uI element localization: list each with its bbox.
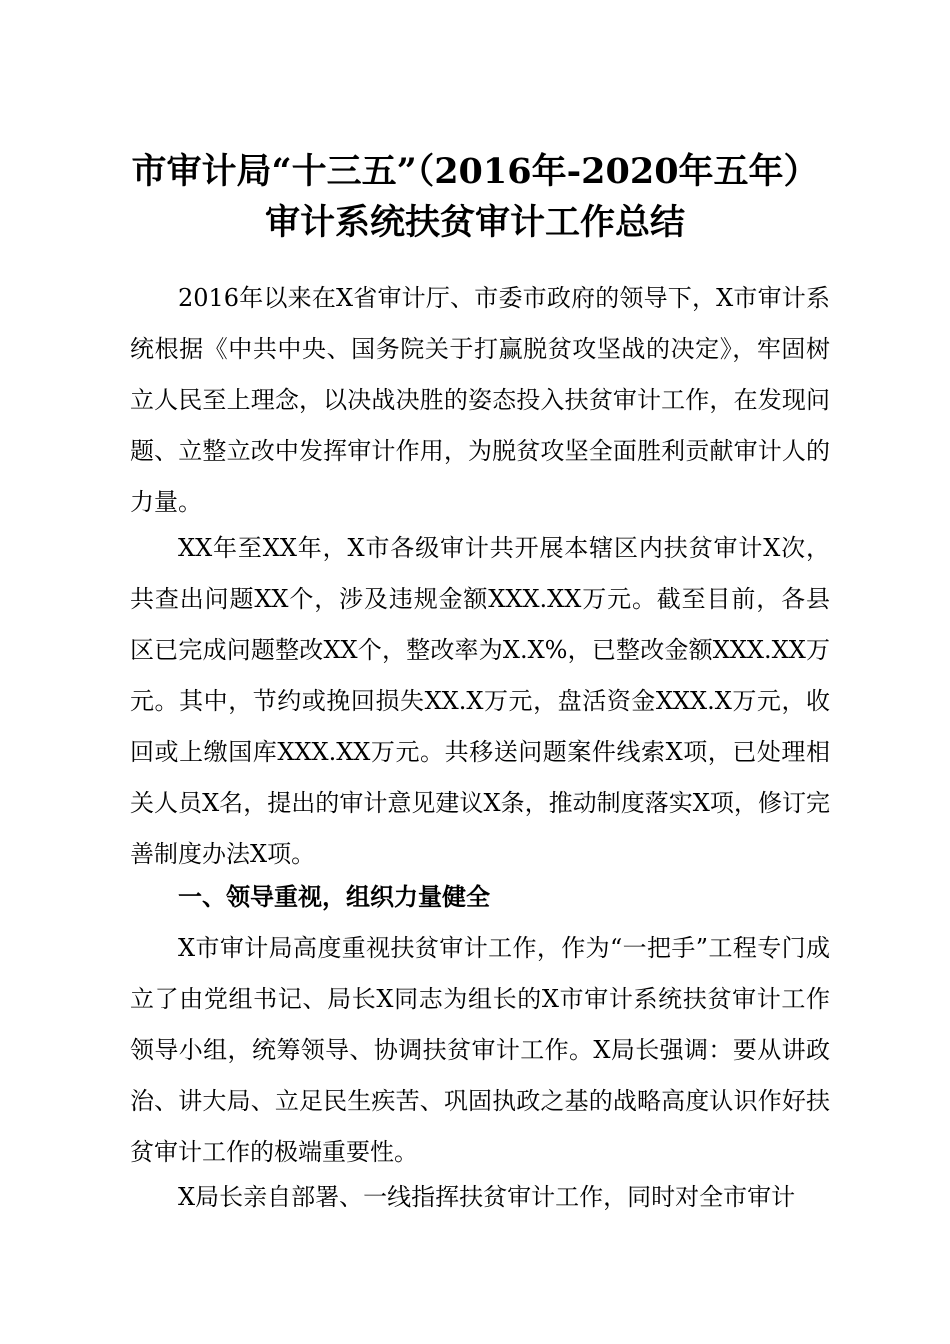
paragraph-intro: 2016年以来在X省审计厅、市委市政府的领导下，X市审计系统根据《中共中央、国务院关于打赢脱贫攻坚战的决定》，牢固树立人民至上理念，以决战决胜的姿态投入扶贫审计工作，在发现问题、立整立改中发挥审计作用，为脱贫攻坚全面胜利贡献审计人的力量。	[130, 284, 830, 516]
paragraph-leadership: X市审计局高度重视扶贫审计工作，作为“一把手”工程专门成立了由党组书记、局长X同志为组长的X市审计系统扶贫审计工作领导小组，统筹领导、协调扶贫审计工作。X局长强调：要从讲政治、讲大局、立足民生疾苦、巩固执政之基的战略高度认识作好扶贫审计工作的极端重要性。	[130, 934, 830, 1166]
paragraph-deployment: X局长亲自部署、一线指挥扶贫审计工作，同时对全市审计	[178, 1183, 796, 1211]
document-title-line-2: 审计系统扶贫审计工作总结	[264, 202, 685, 243]
document-title-line-1: 市审计局“十三五”（2016年-2020年五年）	[131, 151, 819, 192]
paragraph-statistics: XX年至XX年，X市各级审计共开展本辖区内扶贫审计X次，共查出问题XX个，涉及违规金额XXX.XX万元。截至目前，各县区已完成问题整改XX个，整改率为X.X%，已整改金额XXX.XX万元。其中，节约或挽回损失XX.X万元，盘活资金XXX.X万元，收回或上缴国库XXX.XX万元。共移送问题案件线索X项，已处理相关人员X名，提出的审计意见建议X条，推动制度落实X项，修订完善制度办法X项。	[130, 534, 830, 868]
section-heading: 一、领导重视，组织力量健全	[178, 883, 490, 911]
